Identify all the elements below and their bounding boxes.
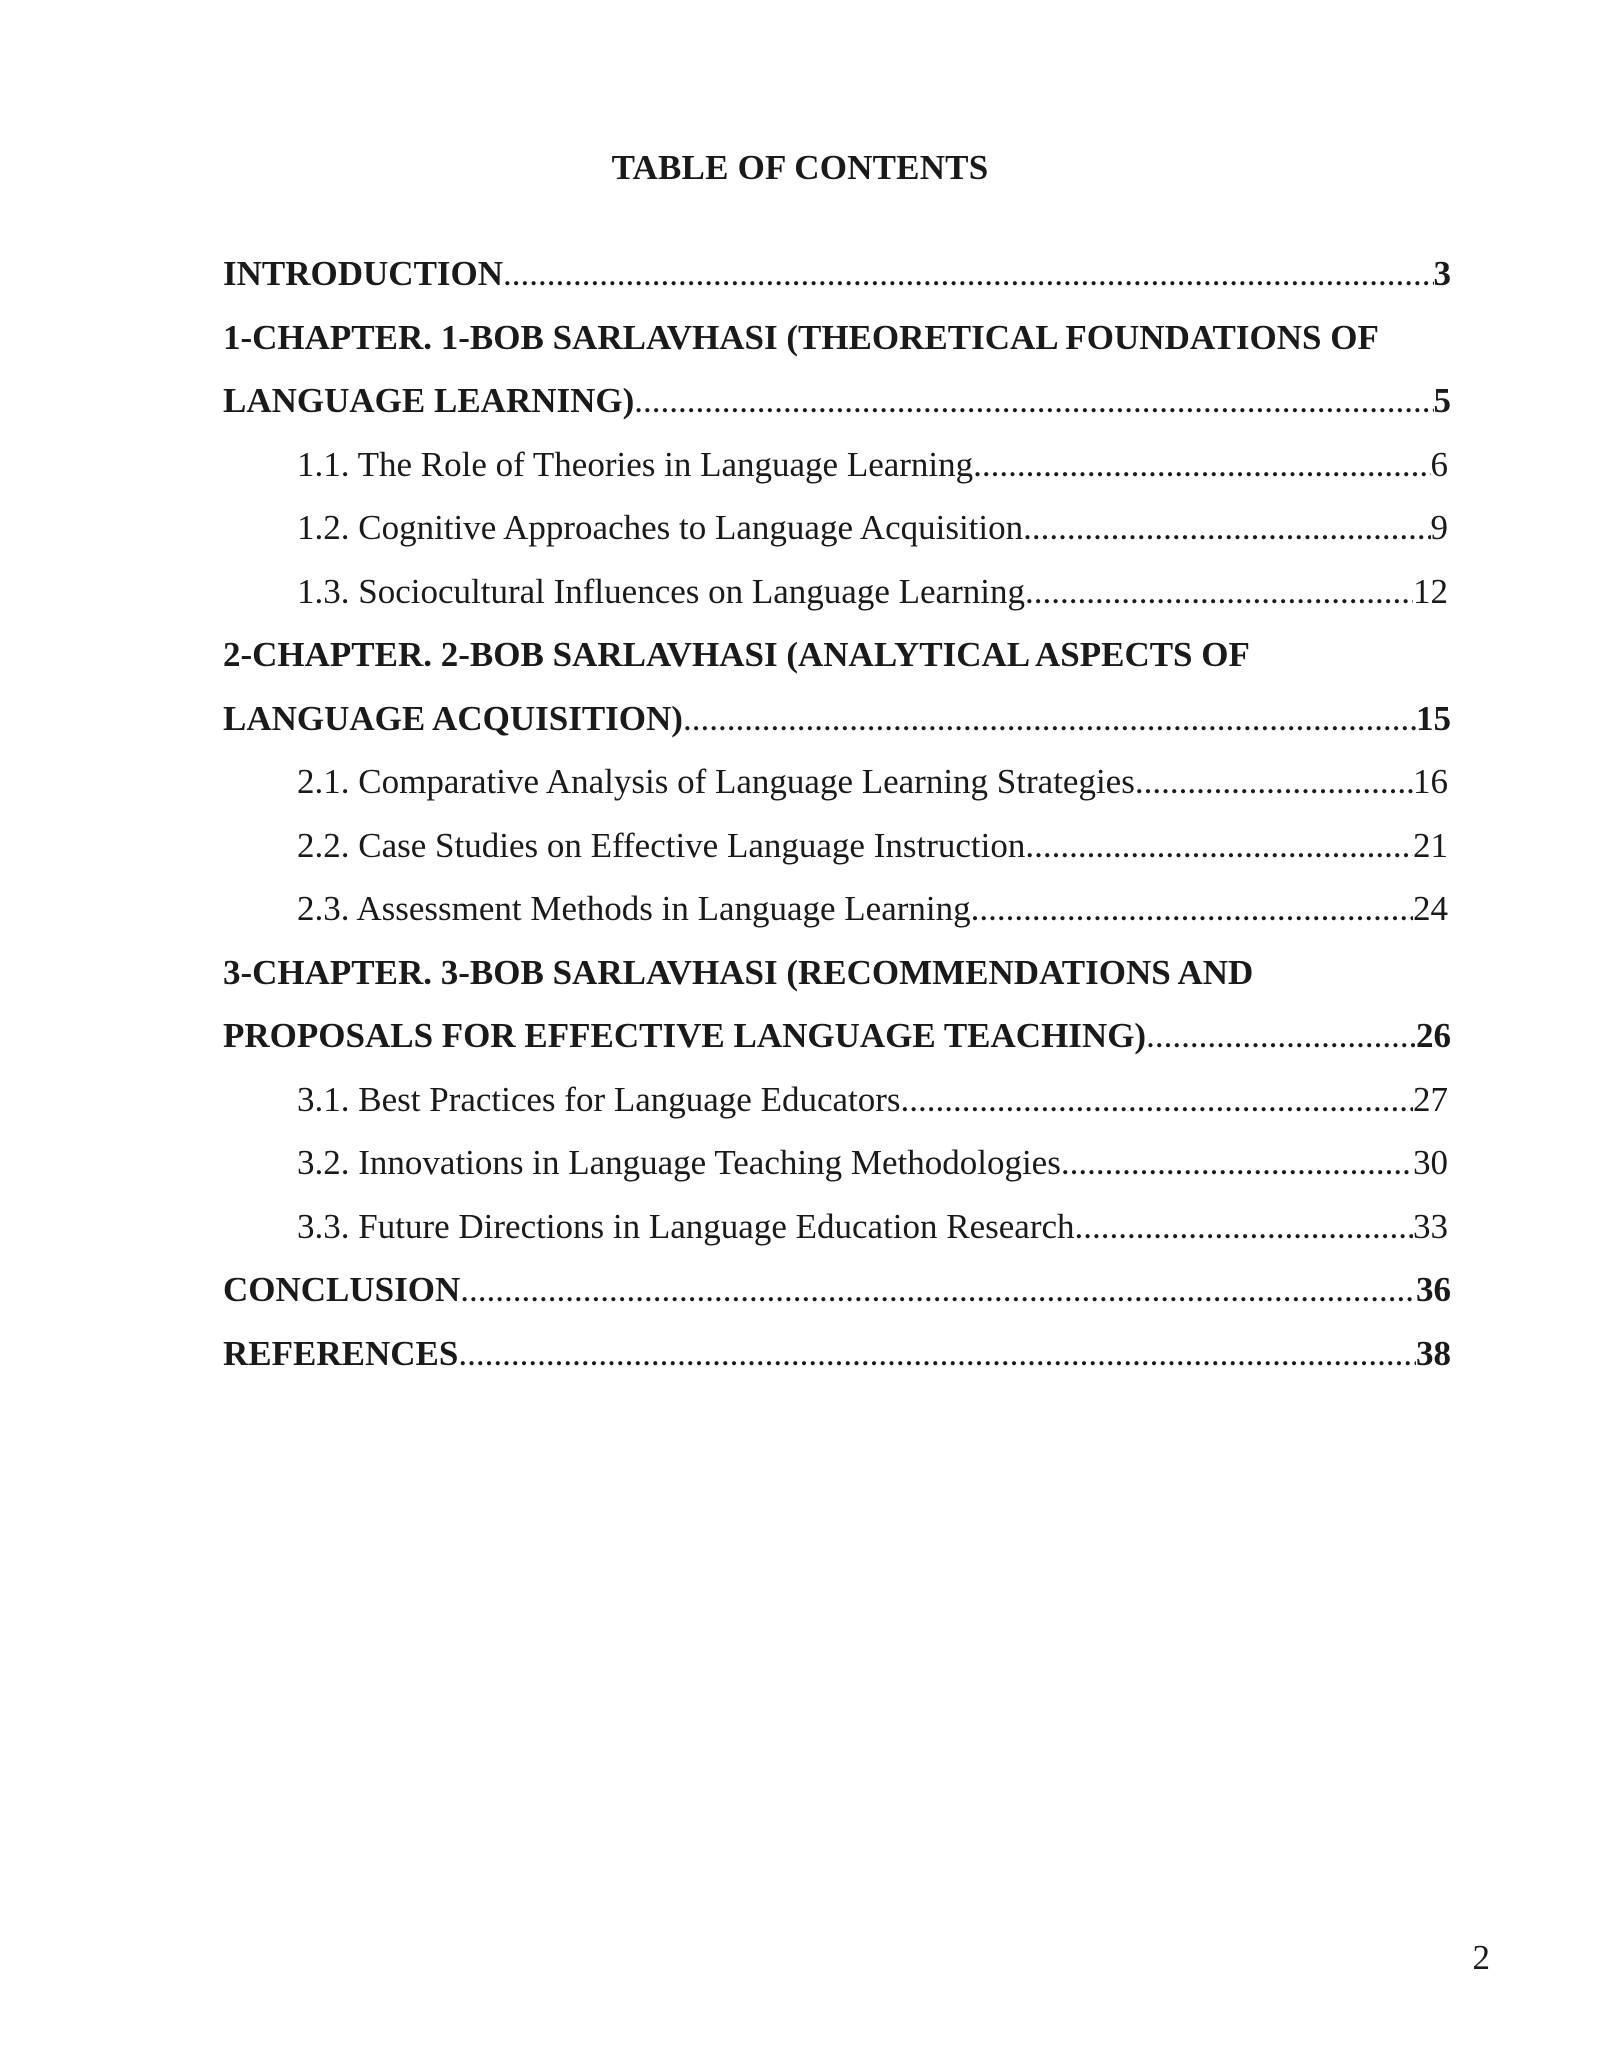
dot-leader [1025,814,1413,878]
toc-entry-label: INTRODUCTION [223,254,504,293]
toc-entry-chapter-2 [223,687,1451,751]
toc-entry-label: PROPOSALS FOR EFFECTIVE LANGUAGE TEACHING) [223,1016,1147,1055]
toc-entry-page: 9 [1430,508,1448,547]
toc-entry-label: 2.1. Comparative Analysis of Language Learning Strategies [297,762,1135,801]
toc-title: TABLE OF CONTENTS [611,148,989,187]
dot-leader [460,1258,1416,1322]
toc-entry-page: 5 [1433,381,1451,420]
toc-entry-2-1 [297,750,1448,814]
toc-chapter-2-heading: 2-CHAPTER. 2-BOB SARLAVHASI (ANALYTICAL ASPECTS OF [223,635,1250,674]
toc-entry-page: 16 [1413,762,1448,801]
toc-entry-label: 2.3. Assessment Methods in Language Learning [297,889,971,928]
dot-leader [973,433,1430,497]
toc-entry-label: 1.3. Sociocultural Influences on Language Learning [297,571,1025,611]
page-number: 2 [1472,1938,1490,1977]
toc-entry-chapter-3 [223,1004,1451,1068]
toc-entry-label: 3.3. Future Directions in Language Education Research [297,1206,1075,1246]
dot-leader [1023,496,1430,560]
dot-leader [1061,1131,1413,1195]
toc-entry-page: 27 [1413,1079,1448,1119]
toc-entry-page: 36 [1416,1270,1451,1309]
toc-entry-page: 21 [1413,825,1448,865]
toc-entry-2-3 [297,877,1448,941]
toc-entry-label: 2.2. Case Studies on Effective Language Instruction [297,825,1026,865]
toc-entry-1-3 [297,560,1448,624]
table-of-contents [223,242,1451,1385]
toc-entry-page: 15 [1416,698,1451,738]
toc-entry-page: 12 [1413,571,1448,611]
toc-entry-page: 30 [1413,1143,1448,1182]
dot-leader [1075,1195,1413,1259]
toc-entry-page: 6 [1430,444,1448,484]
toc-entry-chapter-1 [223,369,1451,433]
toc-entry-2-2 [297,814,1448,878]
toc-entry-page: 33 [1413,1206,1448,1246]
dot-leader [1135,750,1413,814]
toc-entry-page: 26 [1416,1016,1451,1055]
toc-entry-label: LANGUAGE LEARNING) [223,381,635,420]
toc-entry-label: 1.2. Cognitive Approaches to Language Acquisition [297,508,1024,547]
toc-entry-label: REFERENCES [223,1333,459,1373]
toc-entry-page: 38 [1416,1333,1451,1373]
dot-leader [901,1068,1413,1132]
dot-leader [634,369,1433,433]
toc-chapter-1-heading: 1-CHAPTER. 1-BOB SARLAVHASI (THEORETICAL FOUNDATIONS OF [223,317,1379,357]
toc-entry-label: LANGUAGE ACQUISITION) [223,698,683,738]
toc-entry-label: CONCLUSION [223,1270,461,1309]
toc-entry-3-3 [297,1195,1448,1259]
toc-chapter-3-heading: 3-CHAPTER. 3-BOB SARLAVHASI (RECOMMENDATIONS AND [223,952,1254,992]
toc-entry-1-2 [297,496,1448,560]
dot-leader [1025,560,1413,624]
toc-entry-label: 3.2. Innovations in Language Teaching Methodologies [297,1143,1061,1182]
dot-leader [1146,1004,1416,1068]
toc-entry-label: 1.1. The Role of Theories in Language Learning [297,444,974,484]
toc-entry-1-1 [297,433,1448,497]
dot-leader [683,687,1416,751]
toc-entry-references [223,1322,1451,1386]
toc-entry-3-1 [297,1068,1448,1132]
toc-entry-introduction [223,242,1451,306]
dot-leader [503,242,1433,306]
toc-entry-conclusion [223,1258,1451,1322]
toc-entry-3-2 [297,1131,1448,1195]
dot-leader [971,877,1413,941]
toc-entry-page: 3 [1433,254,1451,293]
toc-entry-page: 24 [1413,889,1448,928]
dot-leader [458,1322,1416,1386]
toc-entry-label: 3.1. Best Practices for Language Educators [297,1079,901,1119]
